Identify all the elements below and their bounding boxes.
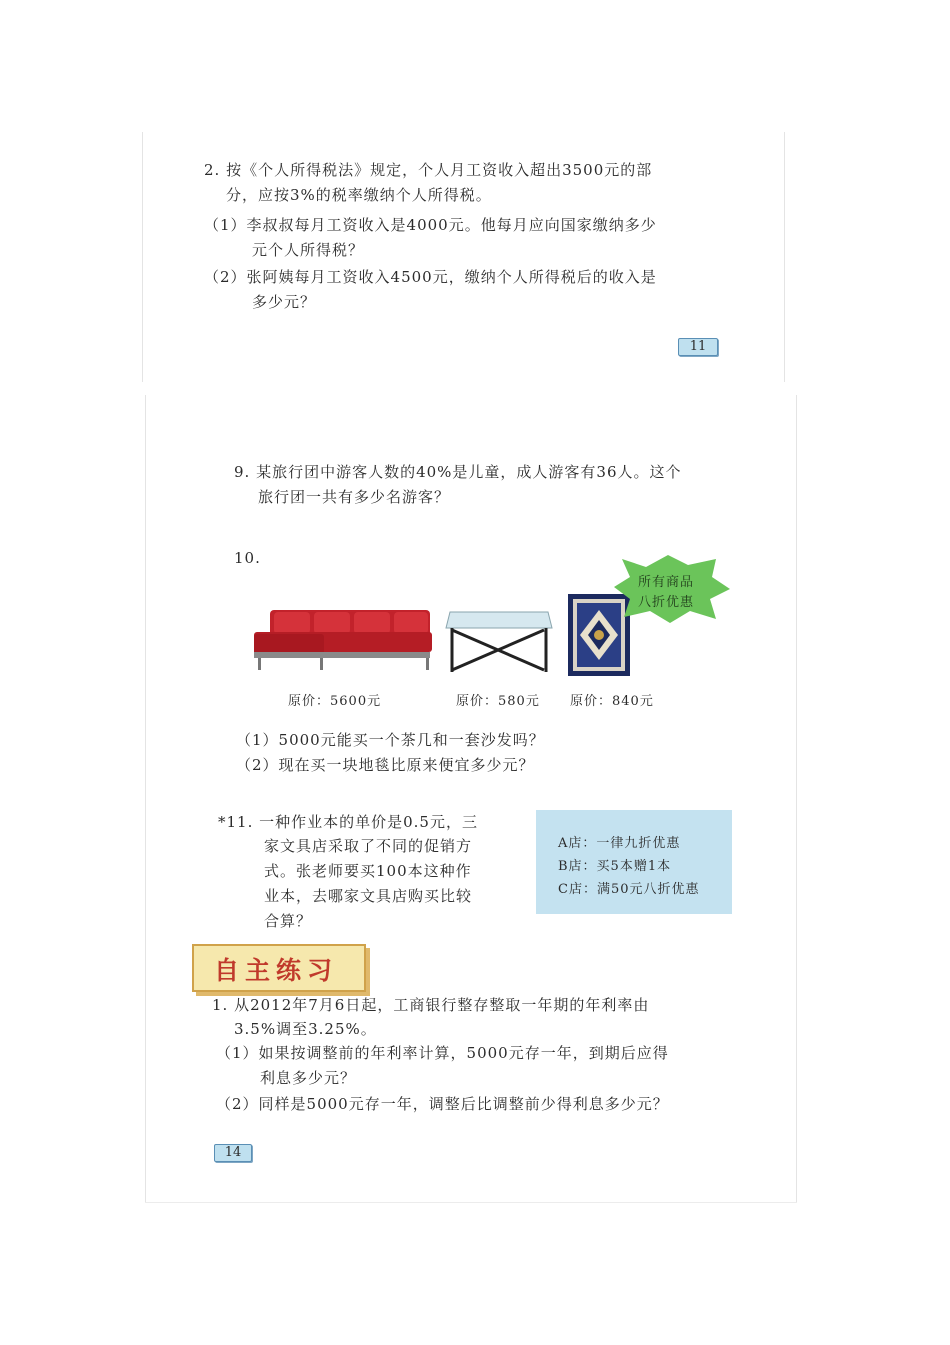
bq1-sub1-line2: 利息多少元？ (260, 1069, 357, 1087)
page-border-right (784, 132, 785, 382)
page-border-left-2 (145, 395, 146, 1203)
sofa-image (250, 604, 434, 672)
page-number-badge-14: 14 (214, 1144, 252, 1162)
q10-sub1: （1）5000元能买一个茶几和一套沙发吗？ (236, 731, 545, 749)
sofa-price: 原价：5600元 (288, 694, 382, 709)
section-title-tab (192, 944, 366, 992)
q2-line2: 分，应按3%的税率缴纳个人所得税。 (226, 186, 492, 204)
q11-line5: 合算？ (264, 912, 313, 930)
q9-line2: 旅行团一共有多少名游客？ (258, 488, 451, 506)
rug-price: 原价：840元 (570, 694, 654, 709)
q10-sub2: （2）现在买一块地毯比原来便宜多少元？ (236, 756, 535, 774)
page-border-bottom (145, 1202, 797, 1203)
promo-badge-line1: 所有商品 (638, 575, 695, 590)
page-border-right-2 (796, 395, 797, 1203)
q2-sub2-line1: （2）张阿姨每月工资收入4500元，缴纳个人所得税后的收入是 (204, 268, 657, 286)
store-promotions-box (536, 810, 732, 914)
section-title: 自主练习 (214, 956, 339, 985)
page-border-left (142, 132, 143, 382)
q2-sub2-line2: 多少元？ (252, 293, 317, 311)
store-c-promo: C店：满50元八折优惠 (558, 882, 700, 897)
store-a-promo: A店：一律九折优惠 (558, 836, 681, 851)
coffee-table-image (444, 608, 554, 674)
bq1-sub2: （2）同样是5000元存一年，调整后比调整前少得利息多少元？ (216, 1095, 669, 1113)
coffee-table-price: 原价：580元 (456, 694, 540, 709)
q11-line4: 业本，去哪家文具店购买比较 (264, 887, 473, 905)
promo-badge-line2: 八折优惠 (638, 595, 695, 610)
page-number-badge-11: 11 (678, 338, 718, 356)
store-b-promo: B店：买5本赠1本 (558, 859, 672, 874)
q11-line3: 式。张老师要买100本这种作 (264, 862, 472, 880)
q9-line1: 9. 某旅行团中游客人数的40%是儿童，成人游客有36人。这个 (234, 463, 682, 481)
q11-line1: *11. 一种作业本的单价是0.5元，三 (218, 813, 478, 831)
bq1-line1: 1. 从2012年7月6日起，工商银行整存整取一年期的年利率由 (212, 996, 650, 1014)
bq1-sub1-line1: （1）如果按调整前的年利率计算，5000元存一年，到期后应得 (216, 1044, 669, 1062)
q10-number: 10. (234, 549, 261, 567)
q2-sub1-line1: （1）李叔叔每月工资收入是4000元。他每月应向国家缴纳多少 (204, 216, 657, 234)
q2-sub1-line2: 元个人所得税？ (252, 241, 365, 259)
q2-line1: 2. 按《个人所得税法》规定，个人月工资收入超出3500元的部 (204, 161, 653, 179)
bq1-line2: 3.5%调至3.25%。 (234, 1020, 377, 1038)
q11-line2: 家文具店采取了不同的促销方 (264, 837, 473, 855)
